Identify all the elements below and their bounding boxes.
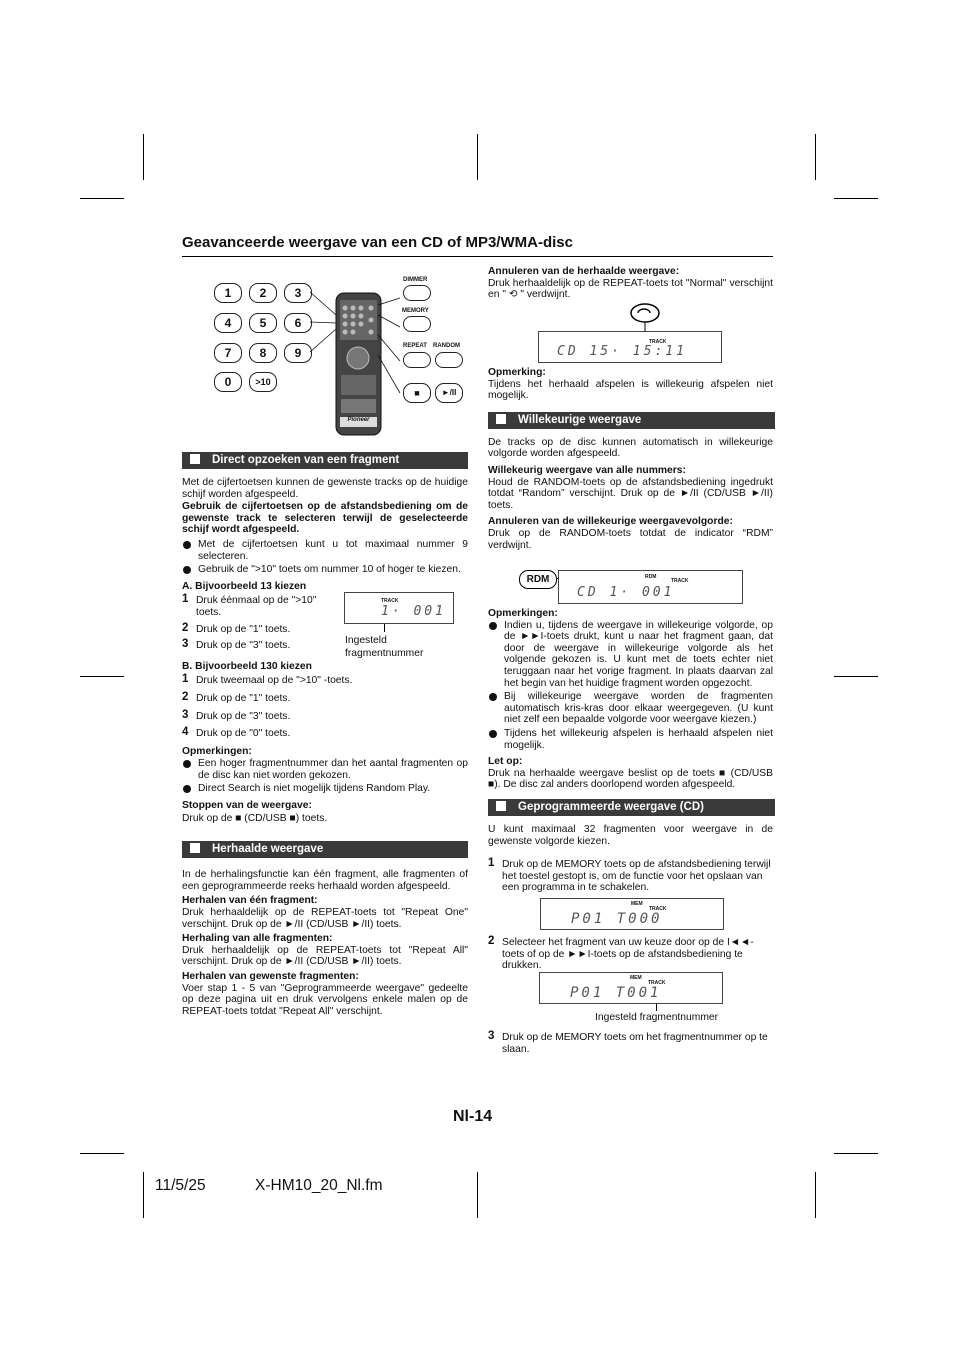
direct-intro: Met de cijfertoetsen kunnen de gewenste tracks op de huidige schijf worden afgespeeld.	[182, 477, 468, 500]
section-direct-heading: Direct opzoeken van een fragment	[182, 452, 468, 469]
right-column-top	[488, 266, 773, 304]
key-10plus[interactable]: >10	[249, 372, 277, 392]
memory-label: MEMORY	[402, 308, 429, 314]
repeat-prog-text: Voer stap 1 - 5 van "Geprogrammeerde weergave" gedeelte op deze pagina uit en druk vervolgens enkele malen op de REPEAT-toets totdat "Repeat All" verschijnt.	[182, 982, 468, 1017]
right-column-repeat-note	[488, 367, 773, 554]
example-b-step: 3 Druk op de "3" toets.	[182, 708, 291, 722]
random-notes-title: Opmerkingen:	[488, 608, 558, 619]
repeat-label: REPEAT	[403, 343, 427, 349]
attention-title: Let op:	[488, 756, 523, 768]
caption-pointer	[656, 1004, 657, 1011]
key-1[interactable]: 1	[214, 283, 242, 303]
program-step: 1 Druk op de MEMORY toets op de afstandsbediening terwijl het toestel gestopt is, om de functie voor het opslaan van een programma in te schakelen.	[488, 857, 771, 894]
section-program-heading: Geprogrammeerde weergave (CD)	[488, 799, 775, 816]
direct-note: Direct Search is niet mogelijk tijdens Random Play.	[182, 783, 468, 795]
crop-mark	[815, 1172, 816, 1218]
example-a-title: A. Bijvoorbeeld 13 kiezen	[182, 580, 307, 592]
page-number: Nl-14	[453, 1108, 493, 1125]
repeat-intro: In de herhalingsfunctie kan één fragment, alle fragmenten of een geprogrammeerde reeks herhaald worden afgespeeld.	[182, 869, 468, 892]
repeat-one-text: Druk herhaaldelijk op de REPEAT-toets tot "Repeat One" verschijnt. Druk op de ►/II (CD/USB ►/II) toets.	[182, 907, 468, 930]
random-lcd: RDM TRACK CD 1· 001	[558, 570, 743, 604]
crop-mark	[80, 1153, 124, 1154]
random-note: Indien u, tijdens de weergave in willekeurige volgorde, op de ►►I-toets drukt, kunt u naar het fragment gaan, dat door de weergave in willekeurige volgorde als het volgende gekozen is. U kunt met de toets echter niet teruggaan naar het vorige fragment. In plaats daarvan zal het begin van het huidige fragment worden opgezocht.	[488, 620, 773, 690]
stop-text: Druk op de ■ (CD/USB ■) toets.	[182, 812, 328, 824]
program-step-2: 2 Selecteer het fragment van uw keuze door op de I◄◄-toets of op de ►►I-toets op de afstandsbediening te drukken.	[488, 935, 754, 972]
crop-mark	[143, 1172, 144, 1218]
remote-illustration	[210, 275, 470, 440]
repeat-note-title: Opmerking:	[488, 367, 546, 378]
key-8[interactable]: 8	[249, 343, 277, 363]
example-b-title: B. Bijvoorbeeld 130 kiezen	[182, 660, 312, 672]
program-step-3: 3 Druk op de MEMORY toets om het fragmentnummer op te slaan.	[488, 1030, 768, 1055]
dimmer-button[interactable]	[403, 285, 431, 301]
repeat-cancel-title: Annuleren van de herhaalde weergave:	[488, 266, 680, 277]
repeat-icon	[628, 303, 662, 333]
random-note: Bij willekeurige weergave worden de fragmenten automatisch kris-kras door elkaar weergegeven. (U kunt niet zelf een bepaalde volgorde voor weergave kiezen.)	[488, 691, 773, 726]
direct-bullet: Met de cijfertoetsen kunt u tot maximaal nummer 9 selecteren.	[182, 539, 468, 562]
page-title: Geavanceerde weergave van een CD of MP3/WMA-disc	[182, 234, 573, 251]
crop-mark	[143, 134, 144, 180]
random-all-title: Willekeurig weergave van alle nummers:	[488, 464, 686, 476]
brand-logo: Pioneer	[347, 417, 370, 423]
random-all-text: Houd de RANDOM-toets op de afstandsbediening ingedrukt totdat “Random” verschijnt. Druk op de ►/II (CD/USB ►/II) toets.	[488, 476, 773, 511]
repeat-all-text: Druk herhaaldelijk op de REPEAT-toets tot "Repeat All" verschijnt. Druk op de ►/II (CD/USB ►/II) toets.	[182, 944, 468, 968]
title-rule	[182, 256, 773, 257]
stop-button[interactable]: ■	[403, 383, 431, 403]
crop-mark	[477, 134, 478, 180]
example-a-step: 1 Druk éénmaal op de ">10" toets.	[182, 593, 317, 618]
crop-mark	[815, 134, 816, 180]
key-2[interactable]: 2	[249, 283, 277, 303]
section-random-heading: Willekeurige weergave	[488, 412, 775, 429]
repeat-all-title: Herhaling van alle fragmenten:	[182, 933, 333, 945]
crop-mark	[80, 676, 124, 677]
example-a-step: 2 Druk op de "1" toets.	[182, 621, 291, 635]
direct-bullet: Gebruik de ">10" toets om nummer 10 of hoger te kiezen.	[182, 564, 468, 576]
program-lcd-2: MEM TRACK P01 T001	[539, 972, 723, 1004]
random-button[interactable]	[435, 352, 463, 368]
direct-lcd: TRACK 1· 001	[344, 592, 454, 624]
repeat-one-title: Herhalen van één fragment:	[182, 895, 318, 907]
key-5[interactable]: 5	[249, 313, 277, 333]
example-b-step: 2 Druk op de "1" toets.	[182, 690, 291, 704]
direct-bold-intro: Gebruik de cijfertoetsen op de afstandsbediening om de gewenste track te selecteren terwijl de geselecteerde schijf wordt afgespeeld.	[182, 501, 468, 536]
crop-mark	[477, 1172, 478, 1218]
example-a-step: 3 Druk op de "3" toets.	[182, 638, 291, 652]
random-cancel-title: Annuleren van de willekeurige weergavevolgorde:	[488, 516, 733, 528]
repeat-button[interactable]	[403, 352, 431, 368]
key-0[interactable]: 0	[214, 372, 242, 392]
random-cancel-text: Druk op de RANDOM-toets totdat de indicator “RDM” verdwijnt.	[488, 527, 773, 551]
memory-button[interactable]	[403, 316, 431, 332]
crop-mark	[80, 198, 124, 199]
direct-notes-title: Opmerkingen:	[182, 745, 252, 757]
random-note: Tijdens het willekeurig afspelen is herhaald afspelen niet mogelijk.	[488, 728, 773, 751]
crop-mark	[834, 198, 878, 199]
direct-lcd-caption: Ingesteld	[345, 635, 387, 646]
key-7[interactable]: 7	[214, 343, 242, 363]
section-repeat-heading: Herhaalde weergave	[182, 841, 468, 858]
stop-title: Stoppen van de weergave:	[182, 800, 312, 812]
repeat-note-text: Tijdens het herhaald afspelen is willekeurig afspelen niet mogelijk.	[488, 378, 773, 402]
repeat-cancel-text: Druk herhaaldelijk op de REPEAT-toets tot "Normal" verschijnt en " ⟲ " verdwijnt.	[488, 277, 773, 301]
footer-date: 11/5/25	[155, 1177, 206, 1194]
program-intro: U kunt maximaal 32 fragmenten voor weergave in de gewenste volgorde kiezen.	[488, 823, 773, 847]
direct-lcd-caption: fragmentnummer	[345, 648, 424, 659]
dimmer-label: DIMMER	[403, 277, 428, 283]
key-3[interactable]: 3	[284, 283, 312, 303]
crop-mark	[834, 676, 878, 677]
direct-note: Een hoger fragmentnummer dan het aantal fragmenten op de disc kan niet worden gekozen.	[182, 758, 468, 781]
rdm-badge: RDM	[519, 570, 557, 589]
right-column-random-notes	[488, 608, 773, 899]
example-b-step: 1 Druk tweemaal op de ">10" -toets.	[182, 673, 353, 687]
repeat-prog-title: Herhalen van gewenste fragmenten:	[182, 971, 359, 982]
program-lcd-caption: Ingesteld fragmentnummer	[595, 1012, 719, 1023]
program-lcd-1: MEM TRACK P01 T000	[540, 898, 724, 930]
footer-file: X-HM10_20_Nl.fm	[255, 1177, 383, 1194]
caption-pointer	[384, 624, 385, 632]
remote-drawing	[210, 275, 470, 440]
repeat-lcd: TRACK CD 15· 15:11	[538, 331, 722, 363]
attention-text: Druk na herhaalde weergave beslist op de toets ■ (CD/USB ■). De disc zal anders doorlopend worden afgespeeld.	[488, 767, 773, 791]
example-b-step: 4 Druk op de "0" toets.	[182, 726, 291, 740]
key-6[interactable]: 6	[284, 313, 312, 333]
random-intro: De tracks op de disc kunnen automatisch in willekeurige volgorde worden afgespeeld.	[488, 436, 773, 460]
key-9[interactable]: 9	[284, 343, 312, 363]
left-column	[182, 452, 468, 1020]
play-pause-button[interactable]: ►/II	[435, 383, 463, 403]
key-4[interactable]: 4	[214, 313, 242, 333]
random-label: RANDOM	[433, 343, 460, 349]
crop-mark	[834, 1153, 878, 1154]
